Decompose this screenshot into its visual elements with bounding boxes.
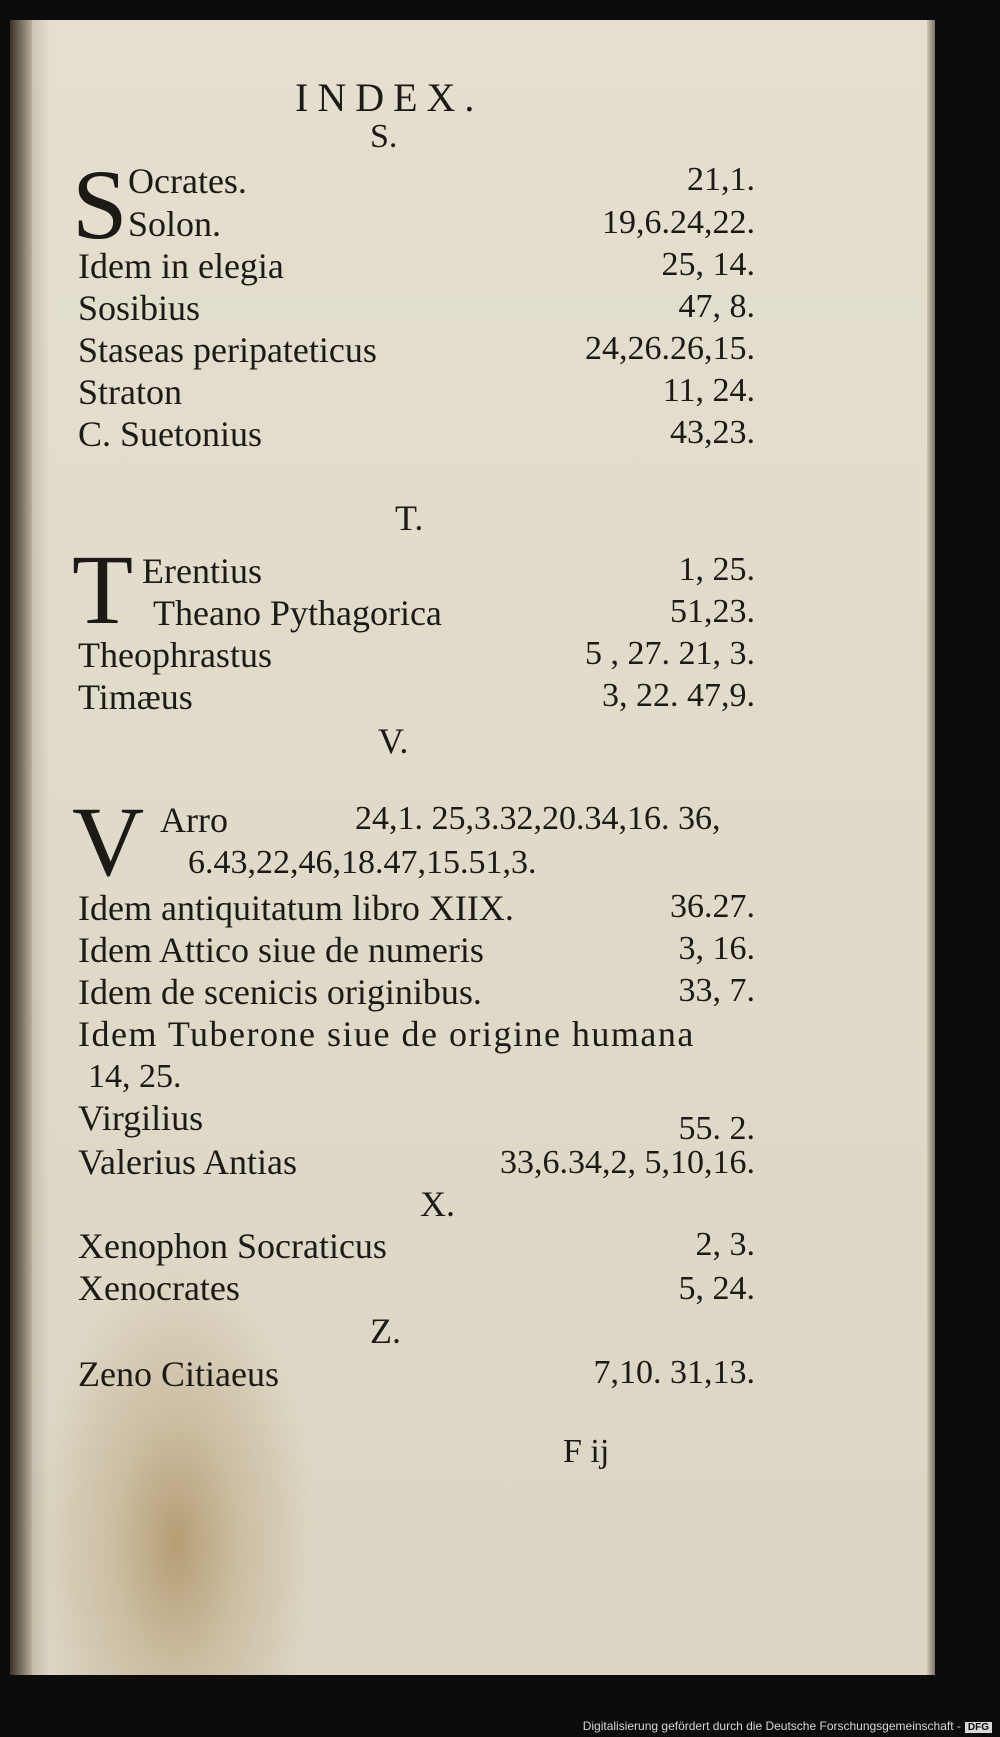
dfg-logo: DFG [965,1722,992,1733]
entry-name: Idem Attico siue de numeris [78,930,484,970]
section-heading-s: S. [370,118,398,155]
entry-name: Arro [160,800,228,840]
entry-name: Virgilius [78,1098,204,1138]
entry-name: C. Suetonius [78,414,263,454]
entry-ref: 6.43,22,46,18.47,15.51,3. [188,844,537,881]
entry-ref: 14, 25. [88,1058,182,1095]
entry-name: Zeno Citiaeus [78,1354,279,1394]
entry-ref: 43,23. [670,414,755,451]
entry-ref: 33, 7. [678,972,755,1009]
entry-ref: 5 , 27. 21, 3. [585,635,755,672]
entry-ref: 2, 3. [695,1226,755,1263]
section-heading-x: X. [420,1184,455,1224]
entry-ref: 36.27. [670,888,755,925]
drop-cap-s: S [72,149,128,260]
book-page [10,20,935,1675]
entry-ref: 3, 16. [678,930,755,967]
page-title: INDEX. [295,75,484,120]
entry-name: Solon. [128,204,222,244]
entry-ref: 24,1. 25,3.32,20.34,16. 36, [355,800,721,837]
drop-cap-v: V [72,786,145,897]
entry-name: Timæus [78,677,193,717]
credit-text: Digitalisierung gefördert durch die Deutsche Forschungsgemeinschaft - [582,1719,961,1733]
entry-ref: 5, 24. [678,1270,755,1307]
entry-name: Sosibius [78,288,201,328]
section-heading-t: T. [395,498,424,538]
entry-ref: 33,6.34,2, 5,10,16. [500,1144,755,1181]
entry-name: Idem Tuberone siue de origine humana [78,1014,695,1054]
entry-name: Xenophon Socraticus [78,1226,387,1266]
digitization-credit [583,1719,992,1733]
index-text [10,20,935,1675]
entry-ref: 24,26.26,15. [585,330,755,367]
entry-name: Straton [78,372,182,412]
entry-ref: 25, 14. [661,246,755,283]
section-heading-z: Z. [370,1311,401,1351]
entry-name: Idem de scenicis originibus. [78,972,482,1012]
entry-name: Valerius Antias [78,1142,297,1182]
signature-mark: F ij [563,1433,610,1470]
entry-ref: 1, 25. [678,551,755,588]
section-heading-v: V. [378,721,409,761]
entry-ref: 7,10. 31,13. [593,1354,755,1391]
drop-cap-t: T [72,534,134,645]
entry-name: Ocrates. [128,161,247,201]
entry-ref: 19,6.24,22. [602,204,755,241]
entry-name: Theano Pythagorica [153,593,442,633]
entry-name: Xenocrates [78,1268,240,1308]
entry-ref: 55. 2. [678,1110,755,1147]
entry-ref: 21,1. [687,161,755,198]
entry-ref: 51,23. [670,593,755,630]
entry-name: Erentius [142,551,262,591]
entry-name: Idem antiquitatum libro XIIX. [78,888,514,928]
entry-ref: 11, 24. [662,372,755,409]
entry-name: Idem in elegia [78,246,284,286]
entry-name: Staseas peripateticus [78,330,377,370]
entry-name: Theophrastus [78,635,272,675]
entry-ref: 3, 22. 47,9. [602,677,755,714]
entry-ref: 47, 8. [678,288,755,325]
